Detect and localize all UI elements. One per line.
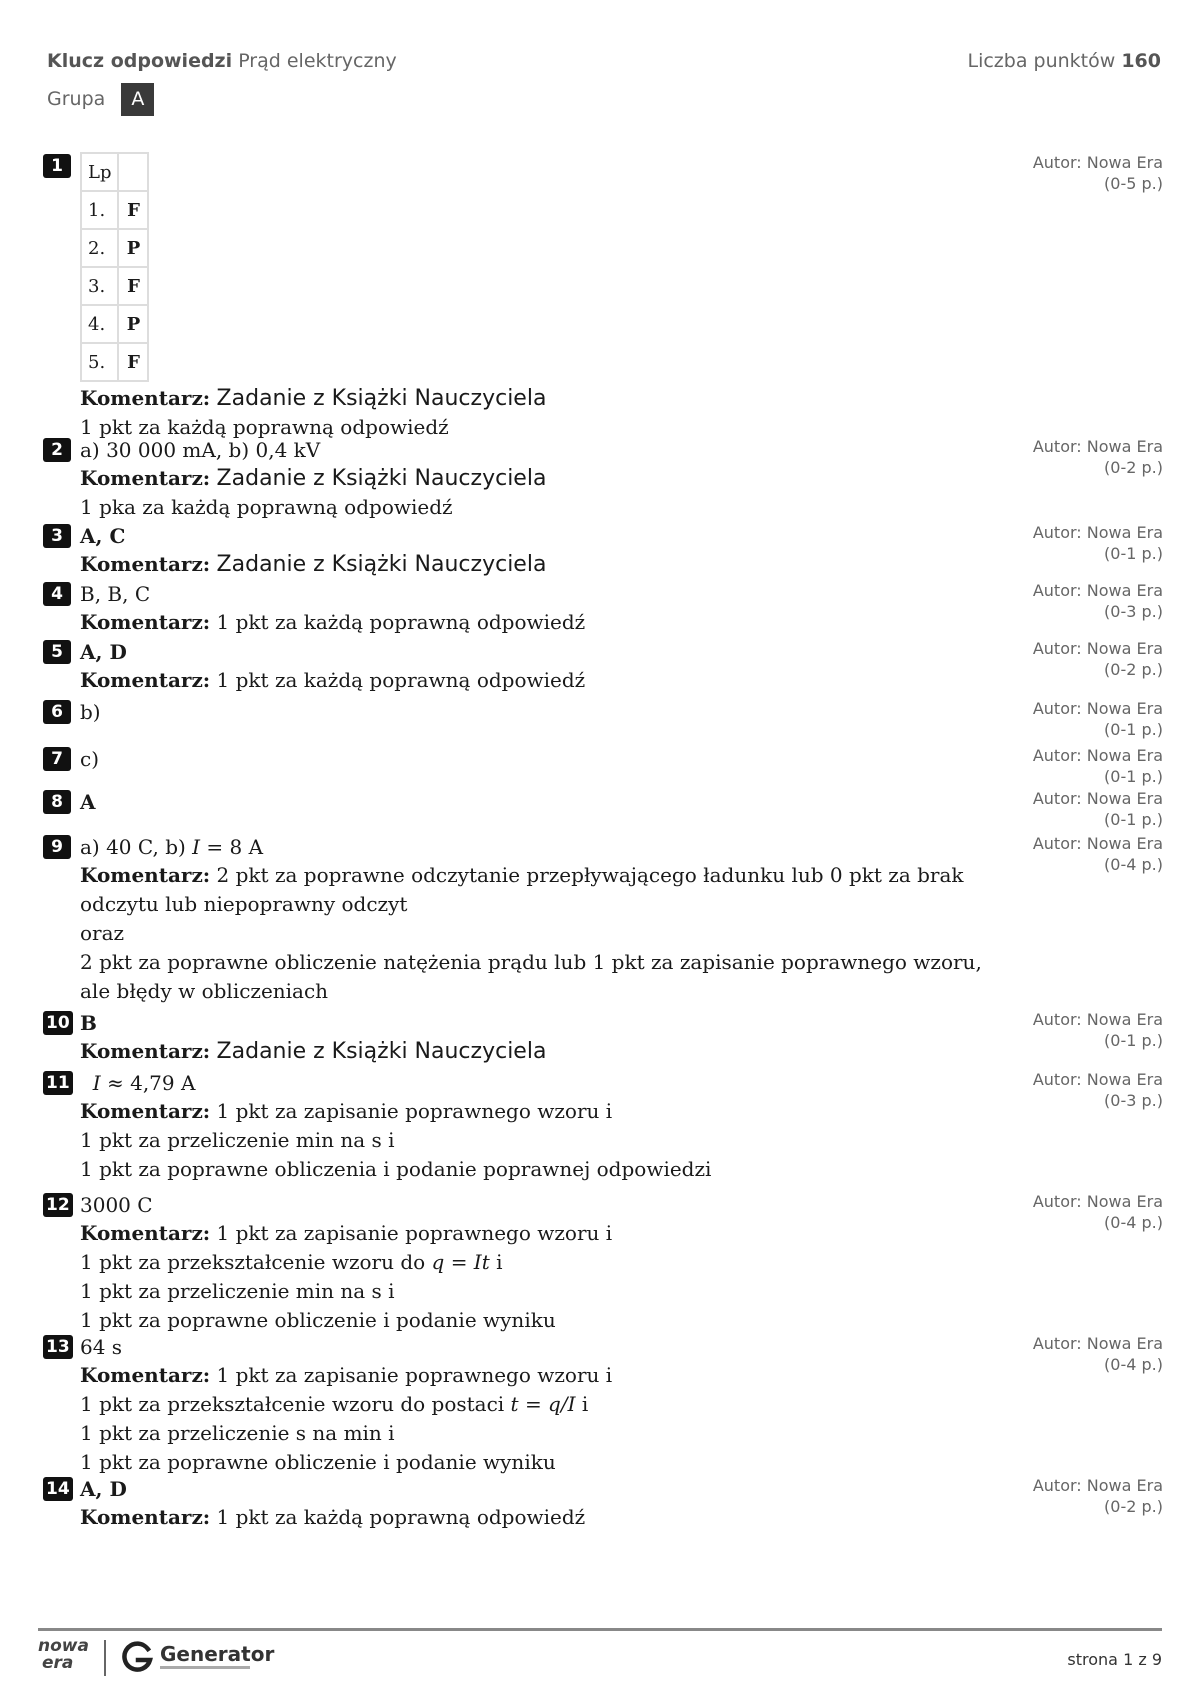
- answer-key: [43, 144, 1163, 1535]
- question-meta: [1033, 833, 1163, 875]
- author: Autor: Nowa Era: [1032, 1010, 1163, 1029]
- question-number: 4: [43, 582, 71, 606]
- total-points: [967, 50, 1161, 72]
- question-number: 14: [43, 1477, 73, 1501]
- comment: Komentarz: 1 pkt za każdą poprawną odpowiedź: [80, 1505, 586, 1529]
- author: Autor: Nowa Era: [1032, 789, 1163, 808]
- author: Autor: Nowa Era: [1032, 746, 1163, 765]
- question-meta: [1033, 1475, 1163, 1517]
- author: Autor: Nowa Era: [1032, 699, 1163, 718]
- table-row: 1. F: [81, 191, 148, 229]
- question-14: [43, 1475, 1163, 1535]
- comment-line: 1 pkt za przeliczenie min na s i: [80, 1128, 395, 1152]
- comment: Komentarz: Zadanie z Książki Nauczyciela: [80, 466, 547, 491]
- comment: Komentarz: Zadanie z Książki Nauczyciela: [80, 386, 547, 411]
- question-4: [43, 580, 1163, 638]
- author: Autor: Nowa Era: [1032, 523, 1163, 542]
- points-range: (0-4 p.): [1104, 1213, 1163, 1232]
- question-meta: [1033, 788, 1163, 830]
- points-label: Liczba punktów: [967, 50, 1116, 72]
- question-2: [43, 436, 1163, 522]
- page-header: [47, 48, 1161, 128]
- comment-line: 1 pkt za przeliczenie min na s i: [80, 1279, 395, 1303]
- comment-line: 1 pkt za przeliczenie s na min i: [80, 1421, 395, 1445]
- comment-line: 1 pkt za przekształcenie wzoru do q = It i: [80, 1250, 503, 1274]
- footer-divider: [38, 1628, 1162, 1631]
- generator-wordmark: Generator: [160, 1642, 275, 1666]
- question-5: [43, 638, 1163, 698]
- points-range: (0-1 p.): [1104, 720, 1163, 739]
- comment: Komentarz: 1 pkt za każdą poprawną odpowiedź: [80, 668, 586, 692]
- question-number: 6: [43, 700, 71, 724]
- question-number: 12: [43, 1193, 73, 1217]
- comment-line: 1 pkt za poprawne obliczenie i podanie wyniku: [80, 1308, 556, 1332]
- question-6: [43, 698, 1163, 745]
- generator-g-icon: [120, 1640, 154, 1674]
- question-number: 11: [43, 1071, 73, 1095]
- page-footer: [38, 1628, 1162, 1678]
- points-range: (0-2 p.): [1104, 458, 1163, 477]
- points-range: (0-3 p.): [1104, 602, 1163, 621]
- comment-line: 1 pkt za poprawne obliczenia i podanie poprawnej odpowiedzi: [80, 1157, 712, 1181]
- points-range: (0-3 p.): [1104, 1091, 1163, 1110]
- group-indicator: [47, 83, 154, 116]
- question-meta: [1033, 745, 1163, 787]
- question-meta: [1033, 580, 1163, 622]
- points-range: (0-4 p.): [1104, 855, 1163, 874]
- points-range: (0-2 p.): [1104, 660, 1163, 679]
- question-meta: [1033, 1069, 1163, 1111]
- author: Autor: Nowa Era: [1032, 639, 1163, 658]
- document-title: [47, 50, 397, 72]
- author: Autor: Nowa Era: [1032, 1476, 1163, 1495]
- answer: a) 30 000 mA, b) 0,4 kV: [80, 438, 321, 462]
- question-meta: [1033, 152, 1163, 194]
- comment: Komentarz: 1 pkt za zapisanie poprawnego wzoru i: [80, 1221, 613, 1245]
- points-range: (0-1 p.): [1104, 544, 1163, 563]
- comment: Komentarz: 1 pkt za każdą poprawną odpowiedź: [80, 610, 586, 634]
- comment-line: ale błędy w obliczeniach: [80, 979, 329, 1003]
- comment-line: oraz: [80, 921, 125, 945]
- answer: B, B, C: [80, 582, 151, 606]
- table-row: 5. F: [81, 343, 148, 381]
- question-7: [43, 745, 1163, 788]
- question-3: [43, 522, 1163, 580]
- points-range: (0-1 p.): [1104, 810, 1163, 829]
- group-badge: A: [121, 83, 154, 116]
- answer: 64 s: [80, 1335, 123, 1359]
- nowa-era-logo: nowa era: [38, 1636, 89, 1673]
- points-range: (0-5 p.): [1104, 174, 1163, 193]
- comment-line: 1 pkt za przekształcenie wzoru do postaci t = q/I i: [80, 1392, 589, 1416]
- comment: Komentarz: 2 pkt za poprawne odczytanie przepływającego ładunku lub 0 pkt za brak: [80, 863, 964, 887]
- question-meta: [1033, 698, 1163, 740]
- answer: A, C: [80, 524, 126, 548]
- answer: A, D: [80, 640, 127, 664]
- table-header: Lp: [81, 153, 118, 191]
- page-number: strona 1 z 9: [1067, 1650, 1162, 1669]
- answer-table: [80, 152, 149, 382]
- author: Autor: Nowa Era: [1032, 1334, 1163, 1353]
- answer: 3000 C: [80, 1193, 153, 1217]
- question-number: 10: [43, 1011, 73, 1035]
- author: Autor: Nowa Era: [1032, 153, 1163, 172]
- points-range: (0-4 p.): [1104, 1355, 1163, 1374]
- comment: Komentarz: 1 pkt za zapisanie poprawnego wzoru i: [80, 1363, 613, 1387]
- comment-line: 1 pkt za poprawne obliczenie i podanie wyniku: [80, 1450, 556, 1474]
- author: Autor: Nowa Era: [1032, 437, 1163, 456]
- question-number: 2: [43, 438, 71, 462]
- points-range: (0-1 p.): [1104, 767, 1163, 786]
- question-meta: [1033, 638, 1163, 680]
- question-10: [43, 1009, 1163, 1069]
- comment: Komentarz: Zadanie z Książki Nauczyciela: [80, 552, 547, 577]
- question-meta: [1033, 1191, 1163, 1233]
- answer: B: [80, 1011, 97, 1035]
- comment-line: 1 pkt za każdą poprawną odpowiedź: [80, 415, 449, 439]
- question-number: 1: [43, 154, 71, 178]
- table-row: 4. P: [81, 305, 148, 343]
- question-meta: [1033, 436, 1163, 478]
- question-number: 13: [43, 1335, 73, 1359]
- question-meta: [1033, 1333, 1163, 1375]
- answer: A: [80, 790, 96, 814]
- table-row: 2. P: [81, 229, 148, 267]
- author: Autor: Nowa Era: [1032, 581, 1163, 600]
- question-meta: [1033, 522, 1163, 564]
- question-11: [43, 1069, 1163, 1191]
- question-12: [43, 1191, 1163, 1333]
- logo-separator: [104, 1640, 106, 1676]
- question-8: [43, 788, 1163, 833]
- question-number: 8: [43, 790, 71, 814]
- points-range: (0-1 p.): [1104, 1031, 1163, 1050]
- title-bold: Klucz odpowiedzi: [47, 50, 233, 72]
- question-number: 9: [43, 835, 71, 859]
- author: Autor: Nowa Era: [1032, 1070, 1163, 1089]
- question-number: 7: [43, 747, 71, 771]
- title-subject: Prąd elektryczny: [238, 50, 397, 72]
- answer: a) 40 C, b) I = 8 A: [80, 835, 264, 859]
- answer: I ≈ 4,79 A: [92, 1071, 196, 1095]
- question-1: [43, 152, 1163, 439]
- generator-tagline: [160, 1666, 250, 1669]
- question-number: 5: [43, 640, 71, 664]
- question-13: [43, 1333, 1163, 1475]
- answer: b): [80, 700, 101, 724]
- answer: c): [80, 747, 100, 771]
- question-number: 3: [43, 524, 71, 548]
- author: Autor: Nowa Era: [1032, 1192, 1163, 1211]
- question-9: [43, 833, 1163, 1009]
- table-row: 3. F: [81, 267, 148, 305]
- comment: Komentarz: Zadanie z Książki Nauczyciela: [80, 1039, 547, 1064]
- comment: Komentarz: 1 pkt za zapisanie poprawnego wzoru i: [80, 1099, 613, 1123]
- answer: A, D: [80, 1477, 127, 1501]
- points-value: 160: [1121, 50, 1161, 72]
- comment-line: odczytu lub niepoprawny odczyt: [80, 892, 408, 916]
- points-range: (0-2 p.): [1104, 1497, 1163, 1516]
- question-meta: [1033, 1009, 1163, 1051]
- comment-line: 1 pka za każdą poprawną odpowiedź: [80, 495, 453, 519]
- group-label: Grupa: [47, 88, 106, 110]
- comment-line: 2 pkt za poprawne obliczenie natężenia prądu lub 1 pkt za zapisanie poprawnego wzoru,: [80, 950, 982, 974]
- author: Autor: Nowa Era: [1032, 834, 1163, 853]
